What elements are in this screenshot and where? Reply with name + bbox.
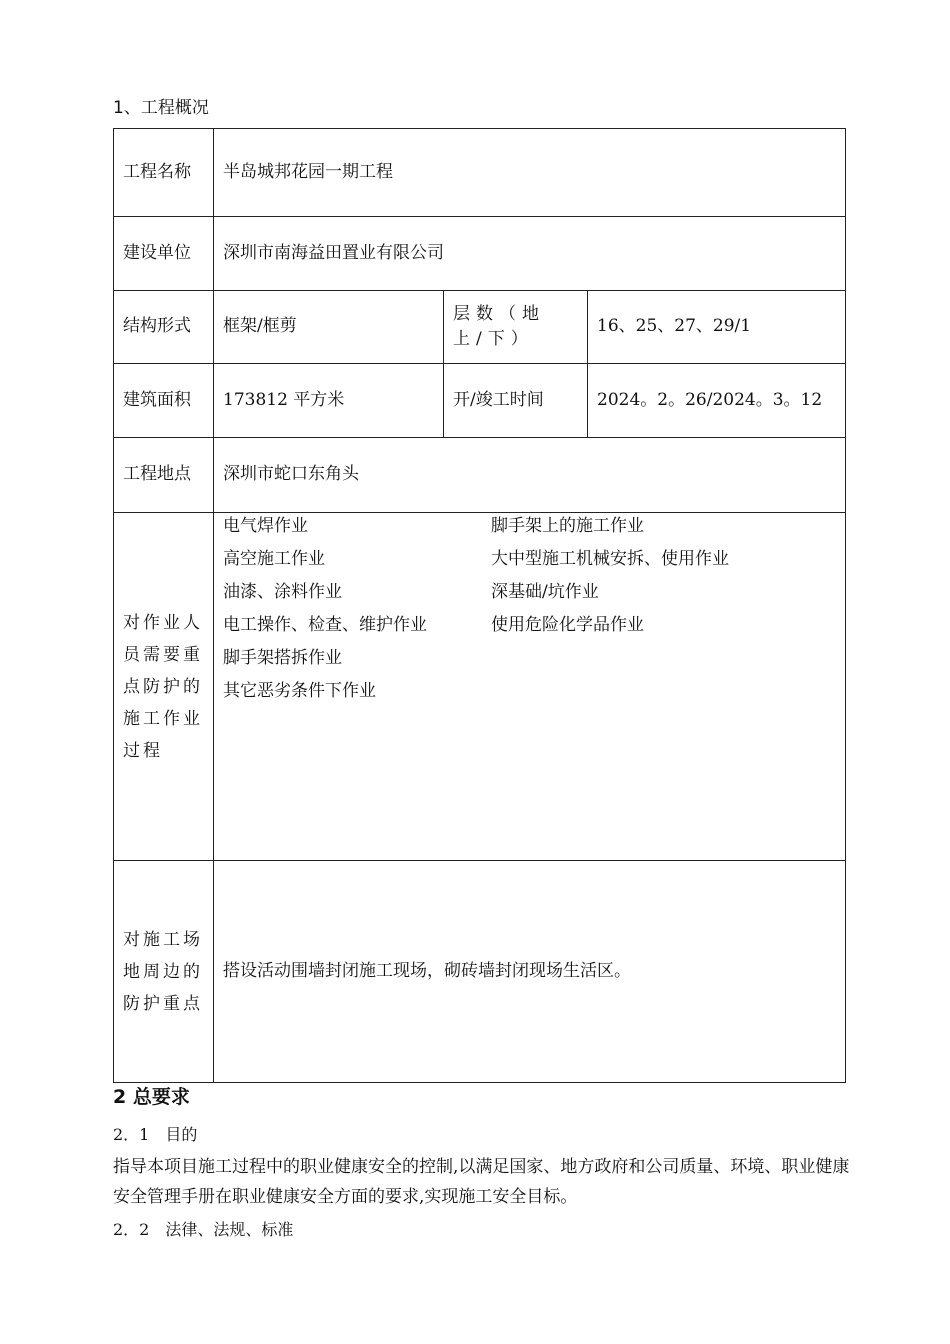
section-1-title: 工程概况: [140, 98, 209, 118]
process-item: [491, 675, 836, 708]
process-item: 大中型施工机械安拆、使用作业: [491, 549, 729, 569]
process-list: [223, 510, 836, 708]
process-item: 油漆、涂料作业: [223, 582, 342, 602]
structure-label: 结构形式: [114, 291, 214, 364]
table-row: [114, 129, 846, 217]
site-protection-value: 搭设活动围墙封闭施工现场，砌砖墙封闭现场生活区。: [214, 861, 846, 1083]
table-row: [114, 364, 846, 438]
location-value: 深圳市蛇口东角头: [214, 438, 846, 513]
process-item: 脚手架上的施工作业: [491, 516, 644, 536]
section-2-1-body: 指导本项目施工过程中的职业健康安全的控制,以满足国家、地方政府和公司质量、环境、职业健康安全管理手册在职业健康安全方面的要求,实现施工安全目标。: [113, 1157, 850, 1207]
area-label: 建筑面积: [114, 364, 214, 438]
table-row: [114, 438, 846, 513]
dates-label: 开/竣工时间: [444, 364, 588, 438]
section-2-2-heading: 2．2 法律、法规、标准: [113, 1220, 294, 1239]
process-item: 高空施工作业: [223, 549, 325, 569]
floors-label: 层数（地上/下）: [444, 291, 588, 364]
process-list-cell: [214, 513, 846, 861]
project-name-value: 半岛城邦花园一期工程: [214, 129, 846, 217]
process-label: 对作业人员需要重点防护的施工作业过程: [114, 513, 214, 861]
process-item: 电气焊作业: [223, 516, 308, 536]
process-item: 深基础/坑作业: [491, 582, 599, 602]
section-2-heading: 2 总要求: [113, 1086, 190, 1108]
table-row: [114, 291, 846, 364]
section-1-heading: [113, 93, 209, 118]
project-name-label: 工程名称: [114, 129, 214, 217]
location-label: 工程地点: [114, 438, 214, 513]
site-protection-label: 对施工场地周边的防护重点: [114, 861, 214, 1083]
table-row: [114, 217, 846, 291]
section-1-number: 1、: [113, 98, 141, 118]
process-item: [491, 642, 836, 675]
process-item: 使用危险化学品作业: [491, 615, 644, 635]
builder-label: 建设单位: [114, 217, 214, 291]
project-overview-table: [113, 128, 846, 1083]
process-item: 电工操作、检查、维护作业: [223, 615, 427, 635]
table-row: [114, 861, 846, 1083]
process-item: 脚手架搭拆作业: [223, 648, 342, 668]
structure-value: 框架/框剪: [214, 291, 444, 364]
table-row: [114, 513, 846, 861]
process-item: 其它恶劣条件下作业: [223, 681, 376, 701]
area-value: 173812 平方米: [214, 364, 444, 438]
builder-value: 深圳市南海益田置业有限公司: [214, 217, 846, 291]
dates-value: 2024。2。26/2024。3。12: [588, 364, 846, 438]
floors-value: 16、25、27、29/1: [588, 291, 846, 364]
section-2-1-heading: 2．1 目的: [113, 1125, 198, 1144]
